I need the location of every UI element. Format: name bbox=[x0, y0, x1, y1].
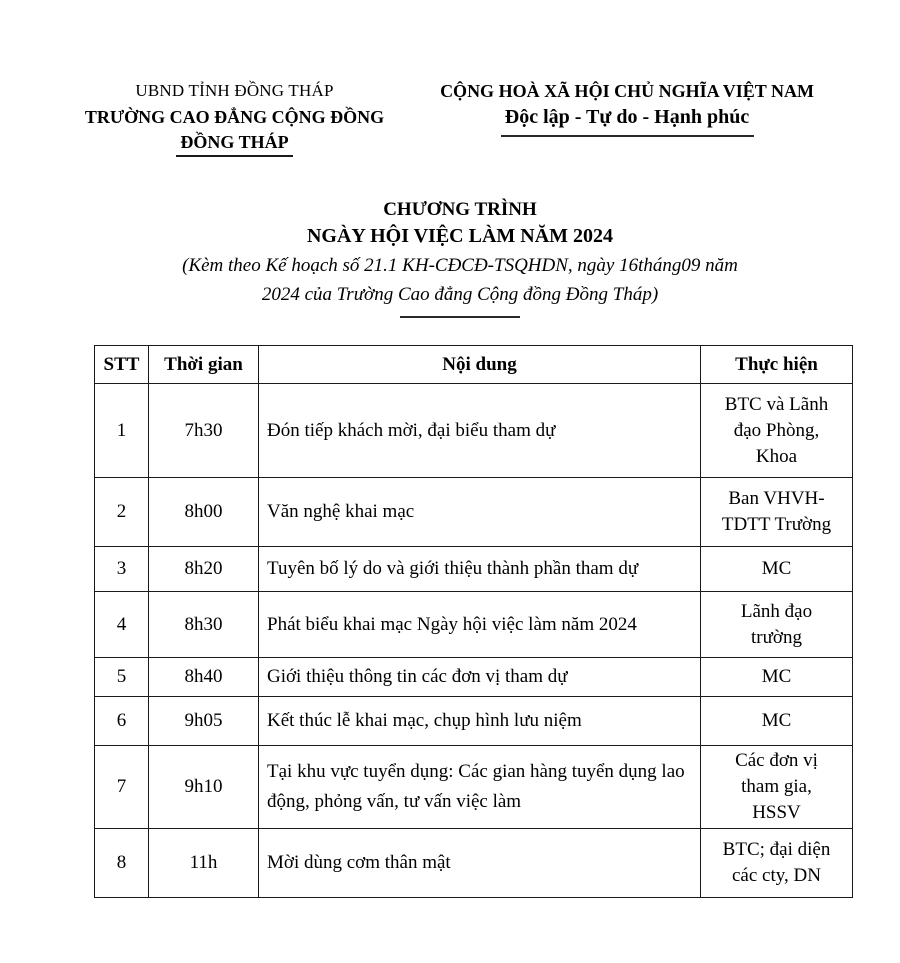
col-header-stt: STT bbox=[95, 346, 149, 384]
attachment-note-line1: (Kèm theo Kế hoạch số 21.1 KH-CĐCĐ-TSQHDN, ngày 16tháng09 năm bbox=[182, 255, 738, 276]
cell-content: Kết thúc lễ khai mạc, chụp hình lưu niệm bbox=[259, 697, 701, 746]
col-header-executor: Thực hiện bbox=[701, 346, 853, 384]
table-row bbox=[95, 478, 853, 547]
cell-stt: 8 bbox=[95, 829, 149, 898]
cell-executor: BTC và Lãnh đạo Phòng, Khoa bbox=[701, 384, 853, 478]
cell-content: Giới thiệu thông tin các đơn vị tham dự bbox=[259, 658, 701, 697]
cell-time: 9h10 bbox=[149, 746, 259, 829]
cell-time: 7h30 bbox=[149, 384, 259, 478]
cell-executor: MC bbox=[701, 658, 853, 697]
table-row bbox=[95, 829, 853, 898]
cell-executor: MC bbox=[701, 697, 853, 746]
program-table bbox=[94, 345, 853, 898]
cell-content: Phát biểu khai mạc Ngày hội việc làm năm 2024 bbox=[259, 592, 701, 658]
table-row bbox=[95, 746, 853, 829]
title-block bbox=[0, 197, 900, 318]
cell-content: Tại khu vực tuyển dụng: Các gian hàng tuyển dụng lao động, phỏng vấn, tư vấn việc làm bbox=[259, 746, 701, 829]
table-row bbox=[95, 697, 853, 746]
cell-stt: 6 bbox=[95, 697, 149, 746]
cell-content: Tuyên bố lý do và giới thiệu thành phần tham dự bbox=[259, 547, 701, 592]
cell-executor: BTC; đại diện các cty, DN bbox=[701, 829, 853, 898]
cell-stt: 4 bbox=[95, 592, 149, 658]
cell-time: 9h05 bbox=[149, 697, 259, 746]
cell-content: Đón tiếp khách mời, đại biểu tham dự bbox=[259, 384, 701, 478]
national-motto-block bbox=[412, 78, 842, 137]
attachment-note-line2: 2024 của Trường Cao đẳng Cộng đồng Đồng Tháp) bbox=[261, 284, 659, 305]
cell-executor: Ban VHVH-TDTT Trường bbox=[701, 478, 853, 547]
col-header-content: Nội dung bbox=[259, 346, 701, 384]
authority-org-name: TRƯỜNG CAO ĐẲNG CỘNG ĐỒNG bbox=[84, 107, 385, 127]
cell-executor: MC bbox=[701, 547, 853, 592]
cell-time: 8h30 bbox=[149, 592, 259, 658]
authority-org-name-2: ĐỒNG THÁP bbox=[176, 130, 292, 157]
cell-stt: 5 bbox=[95, 658, 149, 697]
cell-executor: Các đơn vị tham gia, HSSV bbox=[701, 746, 853, 829]
national-motto: Độc lập - Tự do - Hạnh phúc bbox=[504, 106, 750, 128]
motto-underline bbox=[501, 135, 754, 137]
authority-parent-name: UBND TỈNH ĐỒNG THÁP bbox=[135, 81, 334, 100]
cell-time: 11h bbox=[149, 829, 259, 898]
document-title: CHƯƠNG TRÌNH bbox=[383, 199, 537, 220]
cell-stt: 7 bbox=[95, 746, 149, 829]
table-row bbox=[95, 547, 853, 592]
national-title: CỘNG HOÀ XÃ HỘI CHỦ NGHĨA VIỆT NAM bbox=[440, 81, 814, 101]
document-subtitle-title: NGÀY HỘI VIỆC LÀM NĂM 2024 bbox=[306, 225, 614, 247]
issuing-authority-block bbox=[62, 78, 407, 157]
document-header bbox=[0, 0, 900, 157]
table-row bbox=[95, 592, 853, 658]
cell-executor: Lãnh đạo trường bbox=[701, 592, 853, 658]
cell-time: 8h40 bbox=[149, 658, 259, 697]
cell-stt: 2 bbox=[95, 478, 149, 547]
cell-stt: 3 bbox=[95, 547, 149, 592]
cell-content: Văn nghệ khai mạc bbox=[259, 478, 701, 547]
col-header-time: Thời gian bbox=[149, 346, 259, 384]
cell-time: 8h00 bbox=[149, 478, 259, 547]
table-row bbox=[95, 658, 853, 697]
cell-time: 8h20 bbox=[149, 547, 259, 592]
cell-content: Mời dùng cơm thân mật bbox=[259, 829, 701, 898]
table-header-row bbox=[95, 346, 853, 384]
cell-stt: 1 bbox=[95, 384, 149, 478]
table-row bbox=[95, 384, 853, 478]
title-divider bbox=[400, 316, 520, 318]
